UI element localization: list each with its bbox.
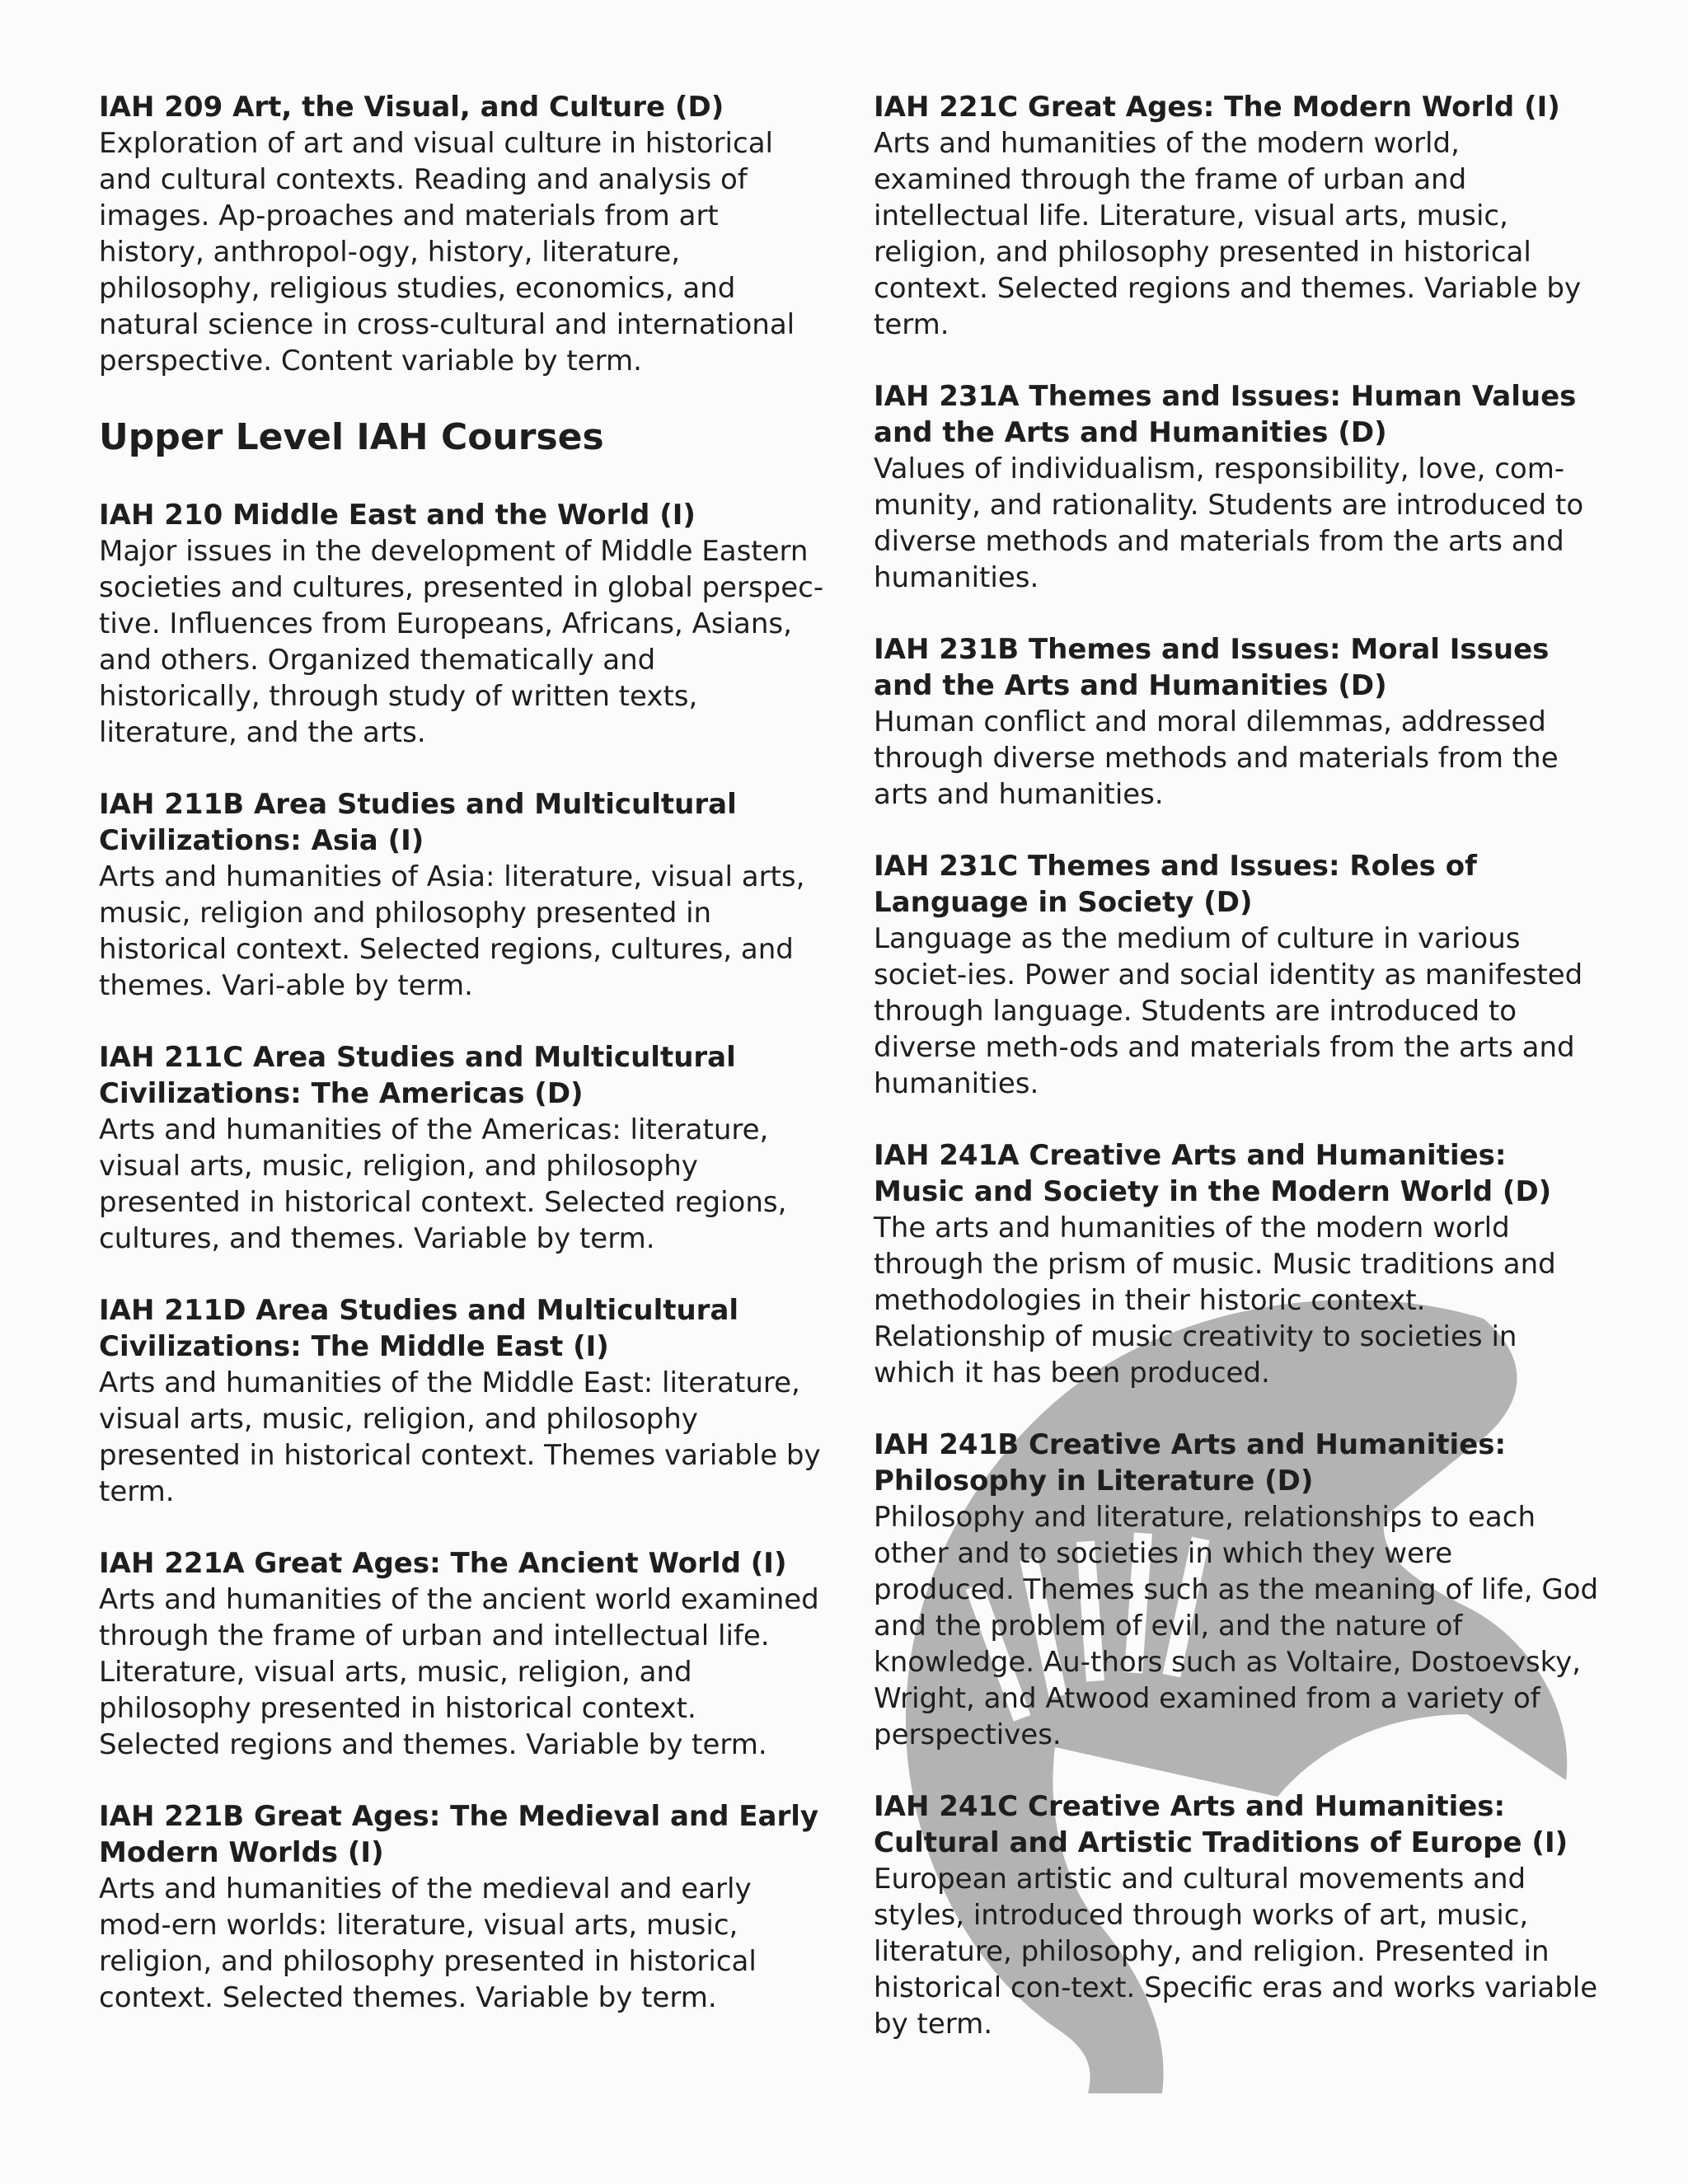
course-description: Language as the medium of culture in various societ-ies. Power and social identity as manifested through language. Students are introduced to diverse meth-ods and materials from the arts and humanities.: [874, 922, 1583, 1100]
course-entry: [874, 631, 1599, 813]
course-description: Arts and humanities of the medieval and early mod-ern worlds: literature, visual arts, music, religion, and philosophy presented in historical context. Selected themes. Variable by term.: [99, 1872, 757, 2014]
course-title: IAH 210 Middle East and the World (I): [99, 499, 696, 532]
course-description: Arts and humanities of the Americas: literature, visual arts, music, religion, and philosophy presented in historical context. Selected regions, cultures, and themes. Variable by term.: [99, 1113, 787, 1255]
course-description: Arts and humanities of Asia: literature, visual arts, music, religion and philosophy presented in historical context. Selected regions, cultures, and themes. Vari-able by term.: [99, 860, 805, 1002]
course-title: IAH 211D Area Studies and Multicultural Civilizations: The Middle East (I): [99, 1294, 739, 1363]
course-entry: [874, 1788, 1599, 2042]
course-description: Human conflict and moral dilemmas, addressed through diverse methods and materials from the arts and humanities.: [874, 705, 1559, 811]
course-entry: [99, 1798, 824, 2016]
course-description: The arts and humanities of the modern world through the prism of music. Music traditions and methodologies in their historic context. Relationship of music creativity to societies in which it has been produced.: [874, 1212, 1556, 1390]
course-description: Philosophy and literature, relationships to each other and to societies in which they were produced. Themes such as the meaning of life, God and the problem of evil, and the nature of knowledge. Au-thors such as Voltaire, Dostoevsky, Wright, and Atwood examined from a variety of perspectives.: [874, 1501, 1599, 1751]
course-title: IAH 211B Area Studies and Multicultural Civilizations: Asia (I): [99, 788, 737, 857]
course-entry: [99, 1545, 824, 1763]
course-title: IAH 221B Great Ages: The Medieval and Early Modern Worlds (I): [99, 1800, 819, 1869]
course-description: Major issues in the development of Middle Eastern societies and cultures, presented in global perspec-tive. Influences from Europeans, Africans, Asians, and others. Organized thematically and historically, through study of written texts, literature, and the arts.: [99, 535, 824, 749]
course-entry: [874, 89, 1599, 343]
left-column: [99, 89, 824, 2051]
course-entry: [99, 497, 824, 751]
course-description: Arts and humanities of the Middle East: literature, visual arts, music, religion, and philosophy presented in historical context. Themes variable by term.: [99, 1366, 821, 1508]
course-entry: [99, 89, 824, 379]
course-title: IAH 241C Creative Arts and Humanities: Cultural and Artistic Traditions of Europe (I): [874, 1790, 1568, 1859]
course-entry: [99, 786, 824, 1004]
section-heading: Upper Level IAH Courses: [99, 416, 604, 458]
course-description: Values of individualism, responsibility, love, com-munity, and rationality. Students are introduced to diverse methods and materials from the arts and humanities.: [874, 452, 1584, 594]
course-entry: [99, 1292, 824, 1510]
course-description: Exploration of art and visual culture in historical and cultural contexts. Reading and analysis of images. Ap-proaches and materials from art history, anthropol-ogy, history, literature, philosophy, religious studies, economics, and natural science in cross-cultural and international perspective. Content variable by term.: [99, 127, 795, 377]
course-entry: [99, 1039, 824, 1257]
course-title: IAH 231A Themes and Issues: Human Values and the Arts and Humanities (D): [874, 380, 1577, 449]
course-description: Arts and humanities of the modern world, examined through the frame of urban and intellectual life. Literature, visual arts, music, religion, and philosophy presented in historical context. Selected regions and themes. Variable by term.: [874, 127, 1582, 341]
course-title: IAH 241A Creative Arts and Humanities: Music and Society in the Modern World (D): [874, 1139, 1552, 1208]
course-title: IAH 221A Great Ages: The Ancient World (I): [99, 1547, 787, 1580]
course-title: IAH 231B Themes and Issues: Moral Issues and the Arts and Humanities (D): [874, 633, 1550, 702]
course-description: European artistic and cultural movements and styles, introduced through works of art, music, literature, philosophy, and religion. Presented in historical con-text. Specific eras and works variable by term.: [874, 1863, 1598, 2041]
course-entry: [874, 1137, 1599, 1391]
course-entry: [874, 378, 1599, 596]
course-title: IAH 241B Creative Arts and Humanities: Philosophy in Literature (D): [874, 1428, 1507, 1497]
course-title: IAH 209 Art, the Visual, and Culture (D): [99, 91, 724, 124]
course-description: Arts and humanities of the ancient world examined through the frame of urban and intellectual life. Literature, visual arts, music, religion, and philosophy presented in historical context. Selected regions and themes. Variable by term.: [99, 1583, 819, 1761]
course-entry: [874, 848, 1599, 1102]
course-title: IAH 231C Themes and Issues: Roles of Language in Society (D): [874, 850, 1477, 919]
course-title: IAH 221C Great Ages: The Modern World (I): [874, 91, 1560, 124]
course-entry: [874, 1427, 1599, 1753]
right-column: [874, 89, 1599, 2078]
course-title: IAH 211C Area Studies and Multicultural Civilizations: The Americas (D): [99, 1041, 736, 1110]
